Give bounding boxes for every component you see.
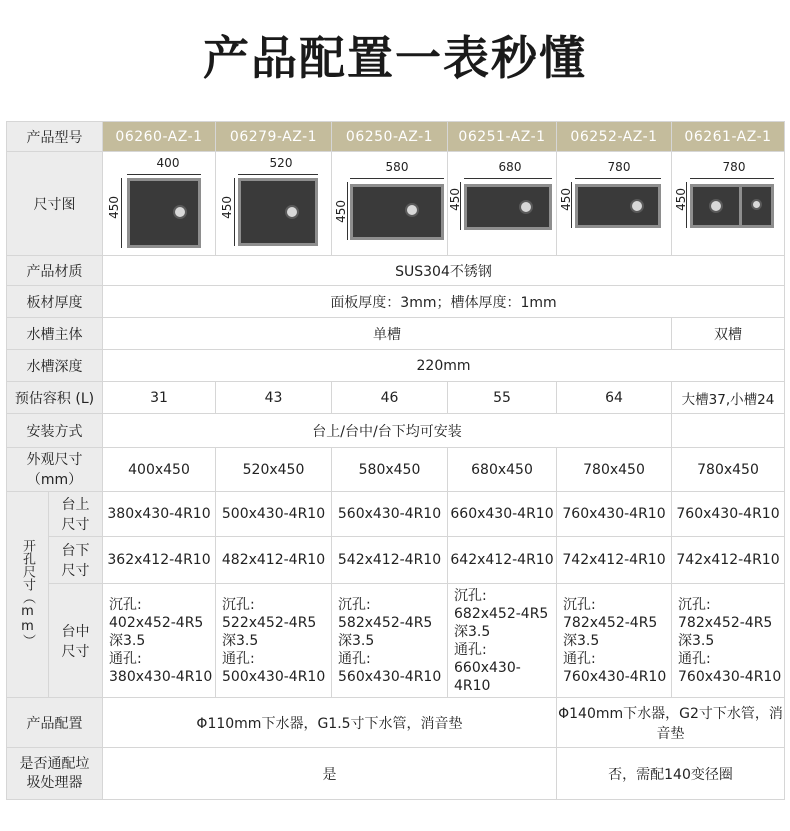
row-disposer <box>7 748 785 800</box>
flush-line: 沉孔: <box>222 596 255 613</box>
outer-size-5: 780x450 <box>672 448 785 492</box>
capacity-1: 43 <box>216 382 332 414</box>
capacity-4: 64 <box>557 382 672 414</box>
model-0: 06260-AZ-1 <box>103 122 216 152</box>
under-mount-5: 742x412-4R10 <box>672 537 785 584</box>
disposer-single: 是 <box>103 748 557 800</box>
model-4: 06252-AZ-1 <box>557 122 672 152</box>
sink-diagram-4 <box>557 152 672 256</box>
capacity-3: 55 <box>448 382 557 414</box>
main-body-single: 单槽 <box>103 318 672 350</box>
flush-line: 深3.5 <box>338 632 375 649</box>
label-config: 产品配置 <box>7 698 103 748</box>
drain-icon <box>751 199 762 210</box>
row-top-mount <box>7 492 785 537</box>
top-mount-2: 560x430-4R10 <box>332 492 448 537</box>
model-2: 06250-AZ-1 <box>332 122 448 152</box>
flush-line: 深3.5 <box>678 632 715 649</box>
height-dim-2: 450 <box>334 200 348 223</box>
flush-line: 782x452-4R5 <box>678 614 773 631</box>
width-dim-4: 780 <box>607 160 631 174</box>
flush-mount-5 <box>672 584 785 698</box>
row-main-body <box>7 318 785 350</box>
width-dim-3: 680 <box>498 160 522 174</box>
top-mount-1: 500x430-4R10 <box>216 492 332 537</box>
label-main-body: 水槽主体 <box>7 318 103 350</box>
flush-line: 沉孔: <box>563 596 596 613</box>
flush-line: 500x430-4R10 <box>222 668 326 685</box>
under-mount-2: 542x412-4R10 <box>332 537 448 584</box>
under-mount-4: 742x412-4R10 <box>557 537 672 584</box>
flush-line: 通孔: <box>338 650 371 667</box>
drain-icon <box>519 200 533 214</box>
row-under-mount <box>7 537 785 584</box>
label-capacity: 预估容积 (L) <box>7 382 103 414</box>
label-size-diagram: 尺寸图 <box>7 152 103 256</box>
top-mount-3: 660x430-4R10 <box>448 492 557 537</box>
height-dim-1: 450 <box>220 196 234 219</box>
width-dim-5: 780 <box>722 160 746 174</box>
under-mount-0: 362x412-4R10 <box>103 537 216 584</box>
label-disposer: 是否通配垃圾处理器 <box>7 748 103 800</box>
flush-mount-1 <box>216 584 332 698</box>
flush-line: 782x452-4R5 <box>563 614 658 631</box>
depth-value: 220mm <box>103 350 785 382</box>
width-dim-2: 580 <box>385 160 409 174</box>
outer-size-3: 680x450 <box>448 448 557 492</box>
drain-icon <box>709 199 723 213</box>
height-line-2 <box>347 182 348 240</box>
row-flush-mount <box>7 584 785 698</box>
label-under-mount: 台下尺寸 <box>49 537 103 584</box>
width-line-1 <box>238 174 318 175</box>
label-flush-mount: 台中尺寸 <box>49 584 103 698</box>
flush-line: 沉孔: <box>338 596 371 613</box>
row-capacity <box>7 382 785 414</box>
capacity-2: 46 <box>332 382 448 414</box>
outer-size-4: 780x450 <box>557 448 672 492</box>
height-dim-3: 450 <box>448 188 462 211</box>
flush-line: 522x452-4R5 <box>222 614 317 631</box>
sink-basin-2 <box>350 184 444 240</box>
outer-size-1: 520x450 <box>216 448 332 492</box>
flush-line: 通孔: <box>563 650 596 667</box>
sink-diagram-1 <box>216 152 332 256</box>
flush-line: 深3.5 <box>222 632 259 649</box>
drain-icon <box>285 205 299 219</box>
capacity-0: 31 <box>103 382 216 414</box>
flush-line: 402x452-4R5 <box>109 614 204 631</box>
flush-mount-0 <box>103 584 216 698</box>
top-mount-5: 760x430-4R10 <box>672 492 785 537</box>
flush-line: 沉孔: <box>109 596 142 613</box>
sink-diagram-2 <box>332 152 448 256</box>
flush-line: 深3.5 <box>454 623 491 640</box>
install-empty <box>672 414 785 448</box>
flush-line: 通孔: <box>109 650 142 667</box>
width-dim-1: 520 <box>269 156 293 170</box>
spec-table <box>6 121 785 800</box>
height-line-4 <box>571 182 572 228</box>
row-thickness <box>7 286 785 318</box>
sink-basin-0 <box>127 178 201 248</box>
config-double: Φ140mm下水器，G2寸下水管，消音垫 <box>557 698 785 748</box>
label-outer-size: 外观尺寸 （mm） <box>7 448 103 492</box>
top-mount-4: 760x430-4R10 <box>557 492 672 537</box>
label-material: 产品材质 <box>7 256 103 286</box>
height-dim-5: 450 <box>674 188 688 211</box>
row-material <box>7 256 785 286</box>
row-model <box>7 122 785 152</box>
flush-line: 582x452-4R5 <box>338 614 433 631</box>
flush-line: 通孔: <box>454 641 487 658</box>
sink-basin-3 <box>464 184 552 230</box>
flush-line: 深3.5 <box>563 632 600 649</box>
width-line-4 <box>575 178 661 179</box>
row-outer-size <box>7 448 785 492</box>
disposer-double: 否，需配140变径圈 <box>557 748 785 800</box>
width-line-3 <box>464 178 552 179</box>
flush-line: 560x430-4R10 <box>338 668 442 685</box>
sink-basin-4 <box>575 184 661 228</box>
capacity-5: 大槽37,小槽24 <box>672 382 785 414</box>
flush-line: 深3.5 <box>109 632 146 649</box>
model-1: 06279-AZ-1 <box>216 122 332 152</box>
flush-mount-4 <box>557 584 672 698</box>
outer-size-0: 400x450 <box>103 448 216 492</box>
label-depth: 水槽深度 <box>7 350 103 382</box>
drain-icon <box>173 205 187 219</box>
drain-icon <box>630 199 644 213</box>
height-line-3 <box>460 182 461 230</box>
row-install <box>7 414 785 448</box>
label-model: 产品型号 <box>7 122 103 152</box>
drain-icon <box>405 203 419 217</box>
label-cutout-text: 开孔尺寸（mm） <box>20 538 35 647</box>
height-line-5 <box>686 182 687 228</box>
label-thickness: 板材厚度 <box>7 286 103 318</box>
height-dim-0: 450 <box>107 196 121 219</box>
basin-divider <box>739 187 742 225</box>
model-3: 06251-AZ-1 <box>448 122 557 152</box>
sink-diagram-3 <box>448 152 557 256</box>
flush-line: 760x430-4R10 <box>678 668 782 685</box>
width-dim-0: 400 <box>156 156 180 170</box>
flush-line: 沉孔: <box>454 587 487 604</box>
sink-basin-5 <box>690 184 774 228</box>
row-size-diagram <box>7 152 785 256</box>
width-line-0 <box>127 174 201 175</box>
flush-line: 380x430-4R10 <box>109 668 213 685</box>
label-top-mount: 台上尺寸 <box>49 492 103 537</box>
label-cutout <box>7 492 49 698</box>
sink-diagram-5 <box>672 152 785 256</box>
flush-line: 通孔: <box>678 650 711 667</box>
model-5: 06261-AZ-1 <box>672 122 785 152</box>
flush-mount-3 <box>448 584 557 698</box>
page-title: 产品配置一表秒懂 <box>203 31 587 85</box>
label-install: 安装方式 <box>7 414 103 448</box>
height-line-0 <box>121 178 122 248</box>
config-single: Φ110mm下水器，G1.5寸下水管，消音垫 <box>103 698 557 748</box>
flush-line: 沉孔: <box>678 596 711 613</box>
flush-line: 760x430-4R10 <box>563 668 667 685</box>
thickness-value: 面板厚度：3mm；槽体厚度：1mm <box>103 286 785 318</box>
width-line-2 <box>350 178 444 179</box>
under-mount-1: 482x412-4R10 <box>216 537 332 584</box>
height-line-1 <box>234 178 235 246</box>
outer-size-2: 580x450 <box>332 448 448 492</box>
row-config <box>7 698 785 748</box>
sink-diagram-0 <box>103 152 216 256</box>
row-depth <box>7 350 785 382</box>
width-line-5 <box>690 178 774 179</box>
sink-basin-1 <box>238 178 318 246</box>
flush-line: 682x452-4R5 <box>454 605 549 622</box>
material-value: SUS304不锈钢 <box>103 256 785 286</box>
height-dim-4: 450 <box>559 188 573 211</box>
flush-mount-2 <box>332 584 448 698</box>
top-mount-0: 380x430-4R10 <box>103 492 216 537</box>
main-body-double: 双槽 <box>672 318 785 350</box>
flush-line: 660x430-4R10 <box>454 659 521 694</box>
under-mount-3: 642x412-4R10 <box>448 537 557 584</box>
flush-line: 通孔: <box>222 650 255 667</box>
install-value: 台上/台中/台下均可安装 <box>103 414 672 448</box>
